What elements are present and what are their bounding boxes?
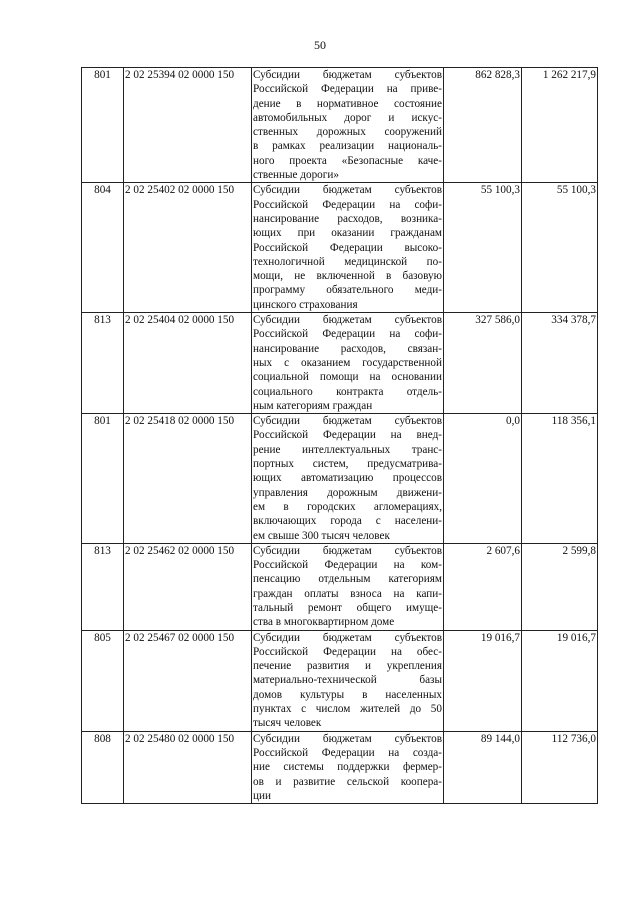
- revenue-name-line: нансирование расходов, связан-: [253, 342, 442, 355]
- revenue-name-line: ственных дорожных сооружений: [253, 126, 442, 139]
- revenue-name-line: рение интеллектуальных транс-: [253, 443, 442, 456]
- admin-code-cell: 805: [82, 630, 124, 731]
- revenue-name-line: Субсидии бюджетам субъектов: [253, 314, 442, 327]
- revenue-name-line: Российской Федерации на созда-: [253, 746, 442, 759]
- revenue-name-line: материально-технической базы: [253, 674, 442, 687]
- budget-revenue-table: [81, 67, 598, 804]
- revenue-name-cell: [252, 68, 444, 183]
- revenue-name-line: социального контракта отдель-: [253, 385, 442, 398]
- revenue-name-line: автомобильных дорог и искус-: [253, 111, 442, 124]
- budget-code-cell: 2 02 25418 02 0000 150: [124, 414, 252, 544]
- amount-cell-1: 89 144,0: [444, 731, 522, 803]
- revenue-name-line: ного проекта «Безопасные каче-: [253, 154, 442, 167]
- revenue-name-line: пунктах с числом жителей до 50: [253, 703, 442, 716]
- revenue-name-line: управления дорожным движени-: [253, 486, 442, 499]
- revenue-name-line: Субсидии бюджетам субъектов: [253, 732, 442, 745]
- budget-code-cell: 2 02 25402 02 0000 150: [124, 183, 252, 313]
- revenue-name-line: Субсидии бюджетам субъектов: [253, 415, 442, 428]
- revenue-name-line: дение в нормативное состояние: [253, 97, 442, 110]
- revenue-name-line: ем свыше 300 тысяч человек: [253, 529, 390, 542]
- table-row: [82, 414, 598, 544]
- revenue-name-line: программу обязательного меди-: [253, 284, 442, 297]
- budget-code-cell: 2 02 25404 02 0000 150: [124, 313, 252, 414]
- budget-code-cell: 2 02 25467 02 0000 150: [124, 630, 252, 731]
- amount-cell-2: 334 378,7: [522, 313, 598, 414]
- revenue-name-line: печение развития и укрепления: [253, 660, 442, 673]
- amount-cell-2: 55 100,3: [522, 183, 598, 313]
- table-row: [82, 630, 598, 731]
- revenue-name-line: в рамках реализации националь-: [253, 140, 442, 153]
- revenue-name-line: ции: [253, 789, 271, 802]
- revenue-name-cell: [252, 630, 444, 731]
- revenue-name-line: домов культуры в населенных: [253, 688, 442, 701]
- revenue-name-line: Российской Федерации на приве-: [253, 83, 442, 96]
- revenue-name-cell: [252, 183, 444, 313]
- amount-cell-1: 0,0: [444, 414, 522, 544]
- admin-code-cell: 801: [82, 414, 124, 544]
- revenue-name-line: пенсацию отдельным категориям: [253, 573, 442, 586]
- revenue-name-cell: [252, 543, 444, 630]
- table-row: [82, 731, 598, 803]
- amount-cell-2: 19 016,7: [522, 630, 598, 731]
- revenue-name-cell: [252, 313, 444, 414]
- admin-code-cell: 808: [82, 731, 124, 803]
- revenue-name-line: цинского страхования: [253, 298, 358, 311]
- amount-cell-2: 2 599,8: [522, 543, 598, 630]
- admin-code-cell: 813: [82, 313, 124, 414]
- revenue-name-line: ства в многоквартирном доме: [253, 616, 395, 629]
- page-number: 50: [314, 38, 326, 52]
- revenue-name-line: включающих города с населени-: [253, 515, 442, 528]
- revenue-name-line: ным категориям граждан: [253, 399, 373, 412]
- amount-cell-1: 19 016,7: [444, 630, 522, 731]
- revenue-name-line: ственные дороги»: [253, 169, 339, 182]
- amount-cell-2: 112 736,0: [522, 731, 598, 803]
- revenue-name-line: Субсидии бюджетам субъектов: [253, 544, 442, 557]
- admin-code-cell: 801: [82, 68, 124, 183]
- table-row: [82, 543, 598, 630]
- amount-cell-2: 1 262 217,9: [522, 68, 598, 183]
- amount-cell-2: 118 356,1: [522, 414, 598, 544]
- revenue-name-line: Российской Федерации на софи-: [253, 198, 442, 211]
- table-row: [82, 183, 598, 313]
- revenue-name-cell: [252, 414, 444, 544]
- revenue-name-line: ющих при оказании гражданам: [253, 227, 442, 240]
- revenue-name-line: граждан оплаты взноса на капи-: [253, 587, 442, 600]
- table-body: [82, 68, 598, 804]
- amount-cell-1: 2 607,6: [444, 543, 522, 630]
- revenue-name-line: ов и развитие сельской коопера-: [253, 775, 442, 788]
- revenue-name-cell: [252, 731, 444, 803]
- table-row: [82, 313, 598, 414]
- revenue-name-line: Российской Федерации высоко-: [253, 241, 442, 254]
- amount-cell-1: 862 828,3: [444, 68, 522, 183]
- revenue-name-line: тысяч человек: [253, 717, 322, 730]
- revenue-name-line: Российской Федерации на внед-: [253, 429, 442, 442]
- revenue-name-line: портных систем, предусматрива-: [253, 458, 442, 471]
- revenue-name-line: социальной помощи на основании: [253, 371, 442, 384]
- revenue-name-line: нансирование расходов, возника-: [253, 212, 442, 225]
- revenue-name-line: Российской Федерации на ком-: [253, 559, 442, 572]
- admin-code-cell: 813: [82, 543, 124, 630]
- revenue-name-line: тальный ремонт общего имуще-: [253, 601, 442, 614]
- revenue-name-line: Российской Федерации на обес-: [253, 645, 442, 658]
- revenue-name-line: ных с оказанием государственной: [253, 356, 442, 369]
- revenue-name-line: ем в городских агломерациях,: [253, 500, 442, 513]
- revenue-name-line: ние системы поддержки фермер-: [253, 761, 442, 774]
- revenue-name-line: Субсидии бюджетам субъектов: [253, 184, 442, 197]
- budget-code-cell: 2 02 25394 02 0000 150: [124, 68, 252, 183]
- revenue-name-line: Российской Федерации на софи-: [253, 328, 442, 341]
- budget-code-cell: 2 02 25462 02 0000 150: [124, 543, 252, 630]
- revenue-name-line: мощи, не включенной в базовую: [253, 270, 442, 283]
- admin-code-cell: 804: [82, 183, 124, 313]
- revenue-name-line: Субсидии бюджетам субъектов: [253, 631, 442, 644]
- budget-code-cell: 2 02 25480 02 0000 150: [124, 731, 252, 803]
- revenue-name-line: ющих автоматизацию процессов: [253, 472, 442, 485]
- amount-cell-1: 55 100,3: [444, 183, 522, 313]
- table-row: [82, 68, 598, 183]
- revenue-name-line: Субсидии бюджетам субъектов: [253, 69, 442, 81]
- revenue-name-line: технологичной медицинской по-: [253, 255, 442, 268]
- amount-cell-1: 327 586,0: [444, 313, 522, 414]
